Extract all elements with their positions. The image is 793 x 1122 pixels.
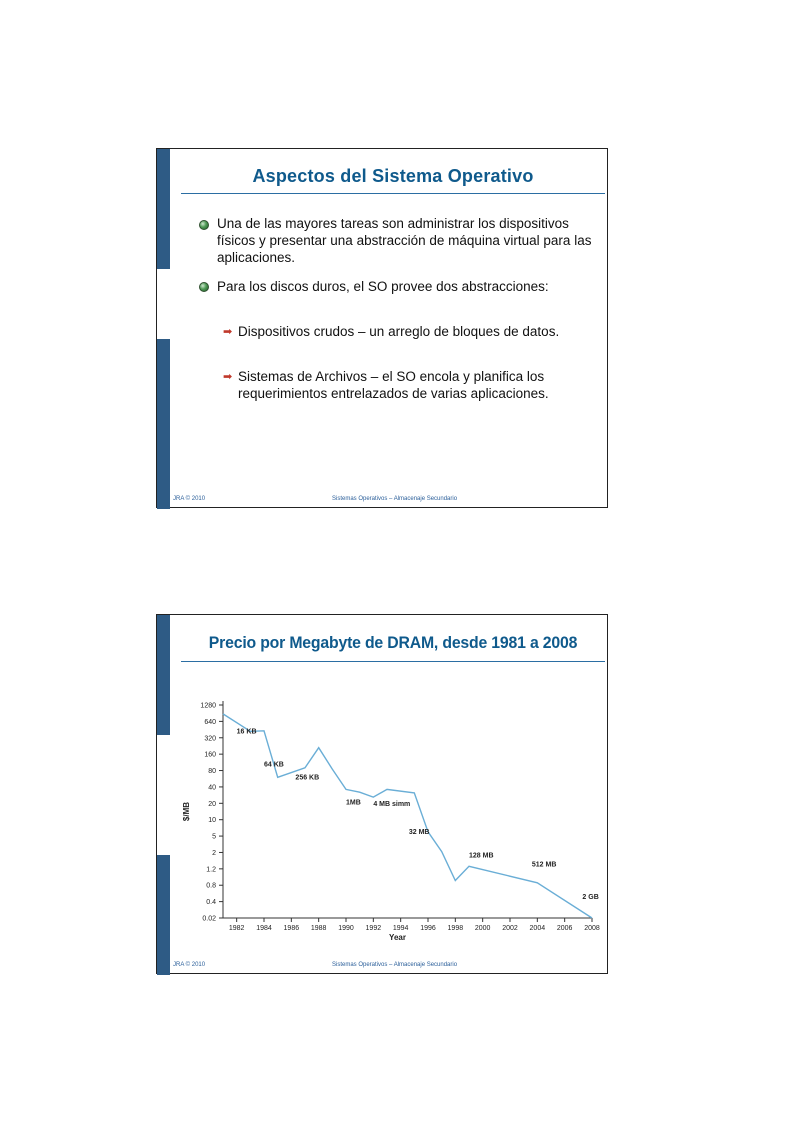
dram-price-chart xyxy=(177,693,607,953)
data-annotation: 1MB xyxy=(346,799,361,807)
footer-author: JRA © 2010 xyxy=(173,496,206,502)
y-tick-label: 40 xyxy=(208,784,216,792)
slide-2 xyxy=(156,614,608,974)
x-tick-label: 2006 xyxy=(556,925,573,932)
x-tick-label: 1996 xyxy=(420,925,436,932)
subbullet-text-2: Sistemas de Archivos – el SO encola y planifica los requerimientos entrelazados de varias aplicaciones. xyxy=(238,369,549,401)
x-tick-label: 1986 xyxy=(283,925,300,932)
bullet-text-2: Para los discos duros, el SO provee dos abstracciones: xyxy=(217,279,549,294)
y-tick-label: 0.4 xyxy=(206,899,216,907)
data-annotation: 2 GB xyxy=(582,893,599,901)
data-annotation: 512 MB xyxy=(531,861,557,869)
slide-2-sidebar xyxy=(157,615,170,973)
y-tick-label: 1.2 xyxy=(206,866,216,874)
y-tick-label: 160 xyxy=(204,751,216,759)
data-annotation: 64 KB xyxy=(264,761,284,769)
slide-1-sidebar xyxy=(157,149,170,507)
y-tick-label: 20 xyxy=(208,800,216,808)
x-tick-label: 1998 xyxy=(447,925,464,932)
y-tick-label: 2 xyxy=(212,849,216,857)
x-tick-label: 1992 xyxy=(365,925,382,932)
y-tick-label: 0.8 xyxy=(206,882,216,890)
title-divider xyxy=(181,193,605,194)
y-tick-label: 640 xyxy=(204,718,216,726)
data-annotation: 32 MB xyxy=(408,828,430,836)
x-tick-label: 1990 xyxy=(338,925,354,932)
y-tick-label: 1280 xyxy=(200,702,216,710)
x-tick-label: 1994 xyxy=(392,925,409,932)
arrow-bullet-icon: ➡ xyxy=(223,371,233,383)
title-divider xyxy=(181,661,605,662)
data-annotation: 4 MB simm xyxy=(373,800,411,808)
y-tick-label: 0.02 xyxy=(202,915,216,923)
data-annotation: 256 KB xyxy=(295,774,320,782)
price-series-line xyxy=(223,714,592,918)
slide-1-title: Aspectos del Sistema Operativo xyxy=(252,166,534,186)
bullet-icon xyxy=(199,282,209,292)
slide-1 xyxy=(156,148,608,508)
x-tick-label: 1988 xyxy=(310,925,327,932)
y-tick-label: 5 xyxy=(212,833,216,841)
y-tick-label: 80 xyxy=(208,768,216,776)
x-tick-label: 1982 xyxy=(228,925,245,932)
data-annotation: 128 MB xyxy=(469,852,494,860)
x-tick-label: 2004 xyxy=(529,925,546,932)
x-axis-label: Year xyxy=(389,933,406,942)
bullet-text-1: Una de las mayores tareas son administrar los dispositivos físicos y presentar una abstracción de máquina virtual para las aplicaciones. xyxy=(217,216,592,265)
data-annotation: 16 KB xyxy=(236,728,257,736)
y-tick-label: 10 xyxy=(208,817,216,825)
x-tick-label: 2002 xyxy=(502,925,518,932)
footer-course: Sistemas Operativos – Almacenaje Secundario xyxy=(332,962,458,968)
bullet-icon xyxy=(199,220,209,230)
y-axis-label: $/MB xyxy=(182,801,191,822)
footer-course: Sistemas Operativos – Almacenaje Secundario xyxy=(332,496,458,502)
y-tick-label: 320 xyxy=(204,735,216,743)
subbullet-text-1: Dispositivos crudos – un arreglo de bloques de datos. xyxy=(238,324,560,339)
arrow-bullet-icon: ➡ xyxy=(223,326,233,338)
x-tick-label: 2000 xyxy=(474,925,491,932)
x-tick-label: 1984 xyxy=(256,925,272,932)
slide-2-title: Precio por Megabyte de DRAM, desde 1981 a 2008 xyxy=(208,633,578,652)
x-tick-label: 2008 xyxy=(584,925,600,932)
footer-author: JRA © 2010 xyxy=(173,962,206,968)
